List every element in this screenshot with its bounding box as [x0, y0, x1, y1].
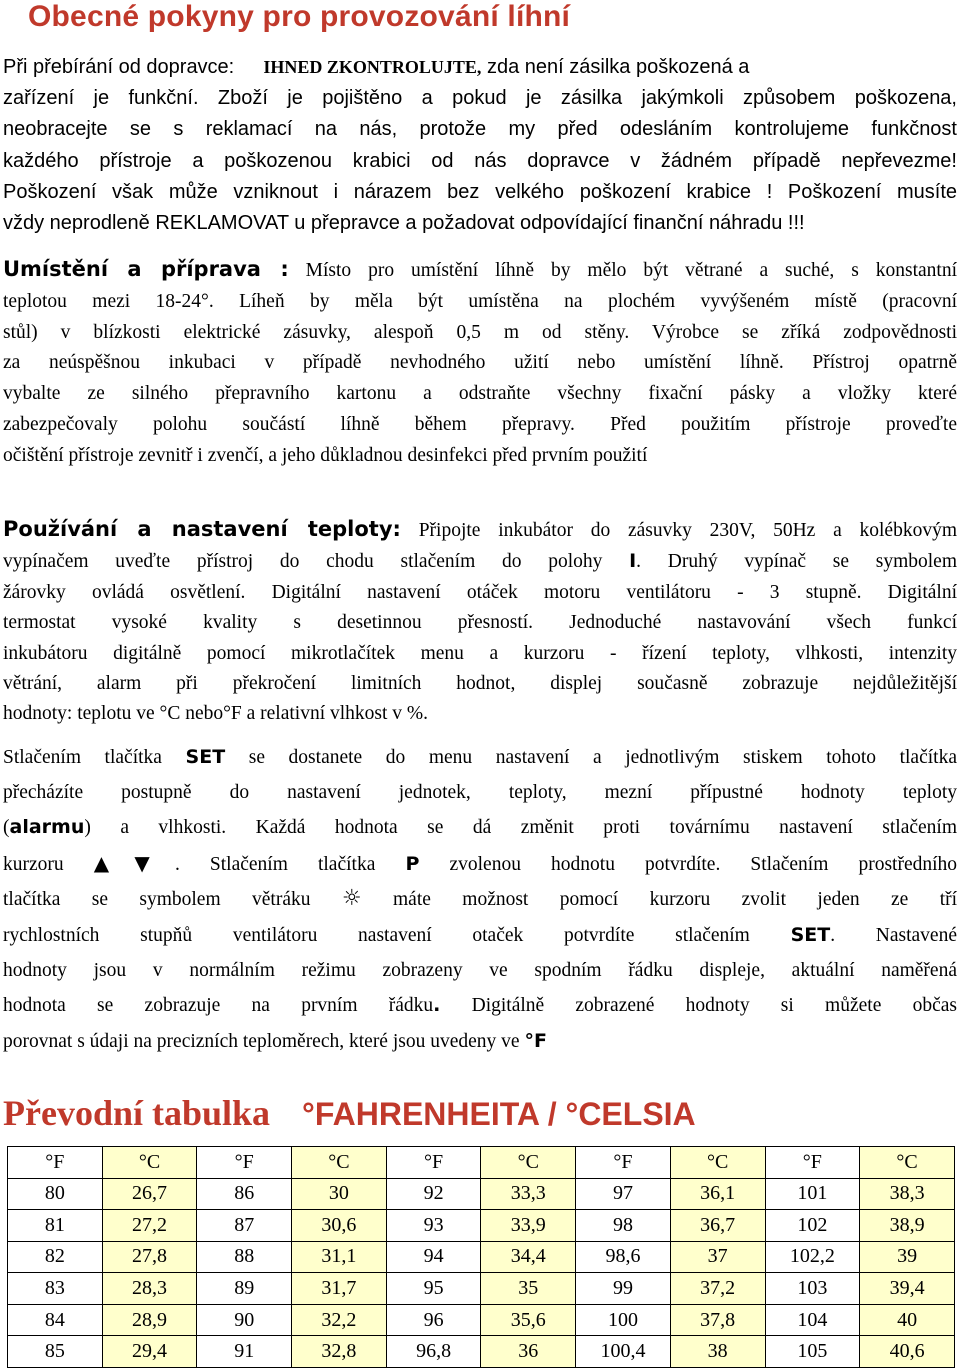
- cell-fahrenheit: 98,6: [576, 1241, 671, 1273]
- cell-fahrenheit: 100,4: [576, 1336, 671, 1368]
- cell-celsius: 33,3: [481, 1178, 576, 1210]
- cell-celsius: 26,7: [102, 1178, 197, 1210]
- page-title: Obecné pokyny pro provozování líhní: [28, 0, 571, 33]
- controls-line-8a: hodnota se zobrazuje na prvním řádku: [3, 995, 434, 1017]
- cell-celsius: 38,3: [860, 1178, 955, 1210]
- p-key-label: P: [405, 852, 420, 875]
- alarm-key-label: alarmu: [9, 816, 85, 839]
- receiving-line-5: Poškození však může vzniknout i nárazem bez velkého poškození krabice ! Poškození musíte: [3, 180, 957, 203]
- conversion-title-a: Převodní tabulka: [3, 1093, 271, 1133]
- table-row: [8, 1210, 955, 1242]
- controls-line-1a: Stlačením tlačítka: [3, 747, 162, 768]
- usage-line-2a: vypínačem uveďte přístroj do chodu stlačením do polohy: [3, 551, 603, 573]
- controls-line-5b: máte možnost pomocí kurzoru zvolit jeden ze tří: [393, 889, 958, 911]
- cell-celsius: 34,4: [481, 1241, 576, 1273]
- cell-fahrenheit: 96,8: [386, 1336, 481, 1368]
- header-cell-celsius: °C: [860, 1147, 955, 1179]
- cell-celsius: 38: [670, 1336, 765, 1368]
- set-key-label-2: SET: [790, 923, 831, 946]
- conversion-title-b: °FAHRENHEITA / °CELSIA: [302, 1096, 696, 1132]
- cell-celsius: 30,6: [292, 1210, 387, 1242]
- cell-celsius: 36,7: [670, 1210, 765, 1242]
- fan-icon: ☼: [341, 886, 362, 912]
- check-immediately-notice: IHNED ZKONTROLUJTE,: [263, 57, 482, 77]
- conversion-table-title: [3, 1092, 696, 1134]
- cell-fahrenheit: 84: [8, 1304, 103, 1336]
- controls-line-3a: (: [3, 817, 10, 839]
- controls-line-3b: ) a vlhkosti. Každá hodnota se dá změnit proti továrnímu nastavení stlačením: [84, 817, 957, 839]
- placement-line-1: Místo pro umístění líhně by mělo být větrané a suché, s konstantní: [305, 260, 957, 281]
- placement-line-7: očištění přístroje zevnitř i zvenčí, a jeho důkladnou desinfekci před prvním použití: [3, 444, 648, 466]
- cell-celsius: 30: [292, 1178, 387, 1210]
- cell-fahrenheit: 95: [386, 1273, 481, 1305]
- cell-celsius: 32,2: [292, 1304, 387, 1336]
- cell-fahrenheit: 85: [8, 1336, 103, 1368]
- placement-line-2: teplotou mezi 18-24°. Líheň by měla být umístěna na plochém vyvýšeném místě (pracovní: [3, 290, 957, 312]
- cell-celsius: 40,6: [860, 1336, 955, 1368]
- receiving-line-2: zařízení je funkční. Zboží je pojištěno a pokud je zásilka jakýmkoli způsobem poškozena,: [3, 87, 957, 110]
- cell-fahrenheit: 86: [197, 1178, 292, 1210]
- usage-line-7: hodnoty: teplotu ve °C nebo°F a relativní vlhkost v %.: [3, 703, 429, 725]
- controls-line-8-dot: .: [433, 994, 441, 1017]
- placement-heading: Umístění a příprava :: [3, 257, 289, 281]
- receiving-line-1-rest: zda není zásilka poškozená a: [486, 56, 750, 78]
- cell-fahrenheit: 100: [576, 1304, 671, 1336]
- receiving-lead: Při přebírání od dopravce:: [3, 56, 235, 78]
- header-cell-fahrenheit: °F: [765, 1147, 860, 1179]
- receiving-line-6: vždy neprodleně REKLAMOVAT u přepravce a požadovat odpovídající finanční náhradu !!!: [3, 212, 805, 235]
- placement-line-5: vybalte ze silného přepravního kartonu a odstraňte všechny fixační pásky a vložky které: [3, 383, 957, 405]
- receiving-line-3: neobracejte se s reklamací na nás, protože my před odesláním kontrolujeme funkčnost: [3, 118, 957, 141]
- cell-celsius: 32,8: [292, 1336, 387, 1368]
- placement-line-6: zabezpečovaly polohu součástí líhně během přepravy. Před použitím přístroje proveďte: [3, 413, 957, 435]
- cell-celsius: 27,8: [102, 1241, 197, 1273]
- usage-section: [3, 514, 957, 730]
- table-header-row: [8, 1147, 955, 1179]
- cell-celsius: 40: [860, 1304, 955, 1336]
- set-key-label: SET: [185, 746, 226, 768]
- header-cell-celsius: °C: [292, 1147, 387, 1179]
- cell-fahrenheit: 82: [8, 1241, 103, 1273]
- cell-fahrenheit: 94: [386, 1241, 481, 1273]
- usage-heading: Používání a nastavení teploty:: [3, 517, 401, 541]
- controls-line-8b: Digitálně zobrazené hodnoty si můžete občas: [471, 995, 957, 1017]
- cell-fahrenheit: 91: [197, 1336, 292, 1368]
- cell-celsius: 39,4: [860, 1273, 955, 1305]
- cell-fahrenheit: 98: [576, 1210, 671, 1242]
- header-cell-celsius: °C: [102, 1147, 197, 1179]
- conversion-table: [7, 1146, 955, 1368]
- controls-line-7: hodnoty jsou v normálním režimu zobrazeny ve spodním řádku displeje, aktuální naměřená: [3, 959, 957, 981]
- cell-fahrenheit: 80: [8, 1178, 103, 1210]
- controls-line-1b: se dostanete do menu nastavení a jednotlivým stiskem tohoto tlačítka: [248, 747, 957, 768]
- cell-fahrenheit: 101: [765, 1178, 860, 1210]
- header-cell-celsius: °C: [481, 1147, 576, 1179]
- placement-line-3: stůl) v blízkosti elektrické zásuvky, alespoň 0,5 m od stěny. Výrobce se zříká zodpovědnosti: [3, 321, 957, 343]
- cell-celsius: 33,9: [481, 1210, 576, 1242]
- header-cell-fahrenheit: °F: [386, 1147, 481, 1179]
- cell-celsius: 27,2: [102, 1210, 197, 1242]
- usage-line-6: větrání, alarm při překročení limitních hodnot, displej současně zobrazuje nejdůležitější: [3, 673, 957, 695]
- controls-line-9a: porovnat s údaji na precizních teploměrech, které jsou uvedeny ve: [3, 1030, 520, 1052]
- header-cell-fahrenheit: °F: [576, 1147, 671, 1179]
- cell-celsius: 38,9: [860, 1210, 955, 1242]
- controls-section: [3, 740, 957, 1059]
- cell-celsius: 36,1: [670, 1178, 765, 1210]
- table-row: [8, 1336, 955, 1368]
- cell-celsius: 31,7: [292, 1273, 387, 1305]
- controls-line-4c: zvolenou hodnotu potvrdíte. Stlačením prostředního: [449, 853, 958, 875]
- table-row: [8, 1241, 955, 1273]
- table-row: [8, 1304, 955, 1336]
- header-cell-celsius: °C: [670, 1147, 765, 1179]
- power-position-symbol: I: [629, 550, 637, 573]
- placement-line-4: za neúspěšnou inkubaci v případě nevhodného užití nebo umístění líhně. Přístroj opatrně: [3, 352, 957, 374]
- controls-line-6a: rychlostních stupňů ventilátoru nastavení otaček potvrdíte stlačením: [3, 924, 750, 946]
- cell-fahrenheit: 105: [765, 1336, 860, 1368]
- table-row: [8, 1273, 955, 1305]
- cell-celsius: 37,8: [670, 1304, 765, 1336]
- cell-celsius: 28,9: [102, 1304, 197, 1336]
- receiving-line-4: každého přístroje a poškozenou krabici od nás dopravce v žádném případě nepřevezme!: [3, 149, 957, 172]
- cell-celsius: 39: [860, 1241, 955, 1273]
- usage-line-3: žárovky ovládá osvětlení. Digitální nastavení otáček motoru ventilátoru - 3 stupně. Digitální: [3, 581, 957, 603]
- cell-fahrenheit: 90: [197, 1304, 292, 1336]
- cell-celsius: 31,1: [292, 1241, 387, 1273]
- table-row: [8, 1178, 955, 1210]
- controls-line-5a: tlačítka se symbolem větráku: [3, 889, 311, 911]
- cell-celsius: 28,3: [102, 1273, 197, 1305]
- cell-fahrenheit: 103: [765, 1273, 860, 1305]
- usage-line-5: inkubátoru digitálně pomocí mikrotlačítek menu a kurzoru - řízení teploty, vlhkosti, intenzity: [3, 642, 957, 664]
- controls-line-4a: kurzoru: [3, 853, 64, 875]
- cell-fahrenheit: 97: [576, 1178, 671, 1210]
- receiving-instructions: [3, 52, 957, 239]
- controls-line-4b: . Stlačením tlačítka: [174, 853, 376, 875]
- cell-fahrenheit: 89: [197, 1273, 292, 1305]
- cell-fahrenheit: 102: [765, 1210, 860, 1242]
- cell-celsius: 35: [481, 1273, 576, 1305]
- usage-line-2b: . Druhý vypínač se symbolem: [636, 551, 958, 573]
- cell-fahrenheit: 83: [8, 1273, 103, 1305]
- controls-line-2: přecházíte postupně do nastavení jednotek, teploty, mezní přípustné hodnoty teploty: [3, 781, 957, 803]
- usage-line-1: Připojte inkubátor do zásuvky 230V, 50Hz a kolébkovým: [418, 520, 957, 541]
- usage-line-4: termostat vysoké kvality s desetinnou přesností. Jednoduché nastavování všech funkcí: [3, 612, 957, 634]
- placement-section: [3, 254, 957, 472]
- cell-fahrenheit: 88: [197, 1241, 292, 1273]
- cell-fahrenheit: 104: [765, 1304, 860, 1336]
- cell-celsius: 35,6: [481, 1304, 576, 1336]
- header-cell-fahrenheit: °F: [197, 1147, 292, 1179]
- header-cell-fahrenheit: °F: [8, 1147, 103, 1179]
- fahrenheit-unit-label: °F: [524, 1029, 547, 1052]
- controls-line-6b: . Nastavené: [830, 924, 957, 946]
- cell-fahrenheit: 81: [8, 1210, 103, 1242]
- cell-fahrenheit: 92: [386, 1178, 481, 1210]
- cell-fahrenheit: 87: [197, 1210, 292, 1242]
- cell-fahrenheit: 102,2: [765, 1241, 860, 1273]
- cell-celsius: 29,4: [102, 1336, 197, 1368]
- cell-celsius: 36: [481, 1336, 576, 1368]
- cell-celsius: 37: [670, 1241, 765, 1273]
- cell-fahrenheit: 96: [386, 1304, 481, 1336]
- cursor-arrows-icon: ▲▼: [93, 850, 175, 875]
- cell-fahrenheit: 93: [386, 1210, 481, 1242]
- cell-fahrenheit: 99: [576, 1273, 671, 1305]
- cell-celsius: 37,2: [670, 1273, 765, 1305]
